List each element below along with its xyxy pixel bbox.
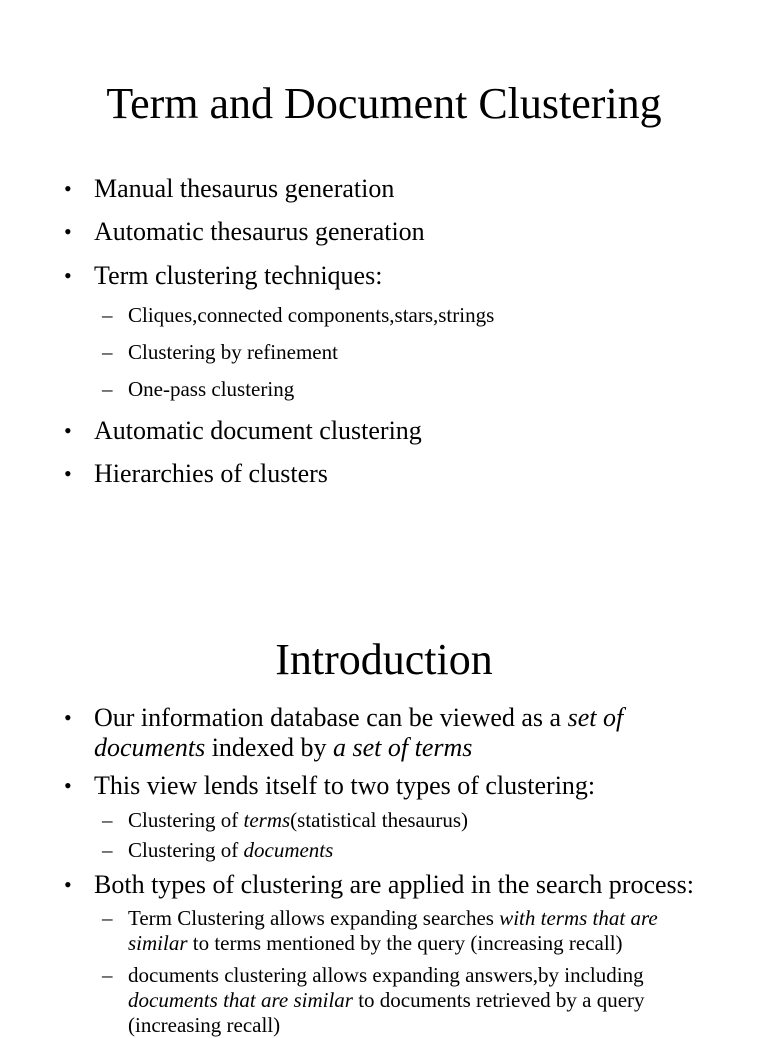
- bullet-icon: •: [64, 418, 72, 443]
- bullet-text: Both types of clustering are applied in the search process:: [94, 870, 694, 899]
- dash-icon: –: [102, 303, 113, 327]
- sub-bullet-item: [102, 303, 708, 328]
- dash-icon: –: [102, 963, 113, 987]
- bullet-text: Our information database can be viewed as a set of documents indexed by a set of terms: [94, 703, 624, 762]
- sub-bullet-text: Term Clustering allows expanding searches with terms that are similar to terms mentioned by the query (increasing recall): [128, 906, 658, 955]
- dash-icon: –: [102, 377, 113, 401]
- bullet-text: Automatic document clustering: [94, 416, 422, 445]
- bullet-item: [64, 416, 704, 446]
- sub-bullet-item: [102, 340, 708, 365]
- sub-bullet-item: [102, 906, 688, 956]
- emphasis-text: with terms that are similar: [128, 906, 658, 955]
- sub-bullet-text: Clustering of terms(statistical thesaurus): [128, 808, 469, 832]
- bullet-item: [64, 771, 704, 801]
- dash-icon: –: [102, 838, 113, 862]
- bullet-icon: •: [64, 872, 72, 897]
- emphasis-text: terms: [243, 808, 291, 832]
- emphasis-text: a set of terms: [333, 733, 473, 762]
- bullet-item: [64, 703, 654, 763]
- bullet-item: [64, 870, 714, 900]
- emphasis-text: set of documents: [94, 703, 624, 762]
- sub-bullet-item: [102, 808, 708, 833]
- dash-icon: –: [102, 906, 113, 930]
- emphasis-text: documents: [243, 838, 334, 862]
- bullet-text: Term clustering techniques:: [94, 261, 383, 290]
- bullet-item: [64, 261, 704, 291]
- dash-icon: –: [102, 808, 113, 832]
- sub-bullet-item: [102, 377, 708, 402]
- bullet-icon: •: [64, 705, 72, 730]
- bullet-text: Manual thesaurus generation: [94, 174, 395, 203]
- dash-icon: –: [102, 340, 113, 364]
- bullet-text: Hierarchies of clusters: [94, 459, 328, 488]
- slide-title: Term and Document Clustering: [106, 79, 662, 128]
- sub-bullet-text: Clustering of documents: [128, 838, 334, 862]
- bullet-icon: •: [64, 219, 72, 244]
- slide-introduction: [0, 600, 768, 1037]
- sub-bullet-item: [102, 838, 708, 863]
- bullet-icon: •: [64, 773, 72, 798]
- bullet-text: This view lends itself to two types of clustering:: [94, 771, 596, 800]
- slide-title: Introduction: [275, 635, 493, 684]
- emphasis-text: documents that are similar: [128, 988, 353, 1012]
- bullet-icon: •: [64, 263, 72, 288]
- bullet-item: [64, 459, 704, 489]
- sub-bullet-text: Cliques,connected components,stars,strings: [128, 303, 495, 327]
- bullet-item: [64, 217, 704, 247]
- bullet-text: Automatic thesaurus generation: [94, 217, 425, 246]
- bullet-icon: •: [64, 461, 72, 486]
- bullet-icon: •: [64, 176, 72, 201]
- sub-bullet-text: One-pass clustering: [128, 377, 295, 401]
- sub-bullet-item: [102, 963, 688, 1038]
- sub-bullet-text: Clustering by refinement: [128, 340, 338, 364]
- bullet-item: [64, 174, 704, 204]
- sub-bullet-text: documents clustering allows expanding answers,by including documents that are similar to documents retrieved by a query (increasing recall): [128, 963, 645, 1037]
